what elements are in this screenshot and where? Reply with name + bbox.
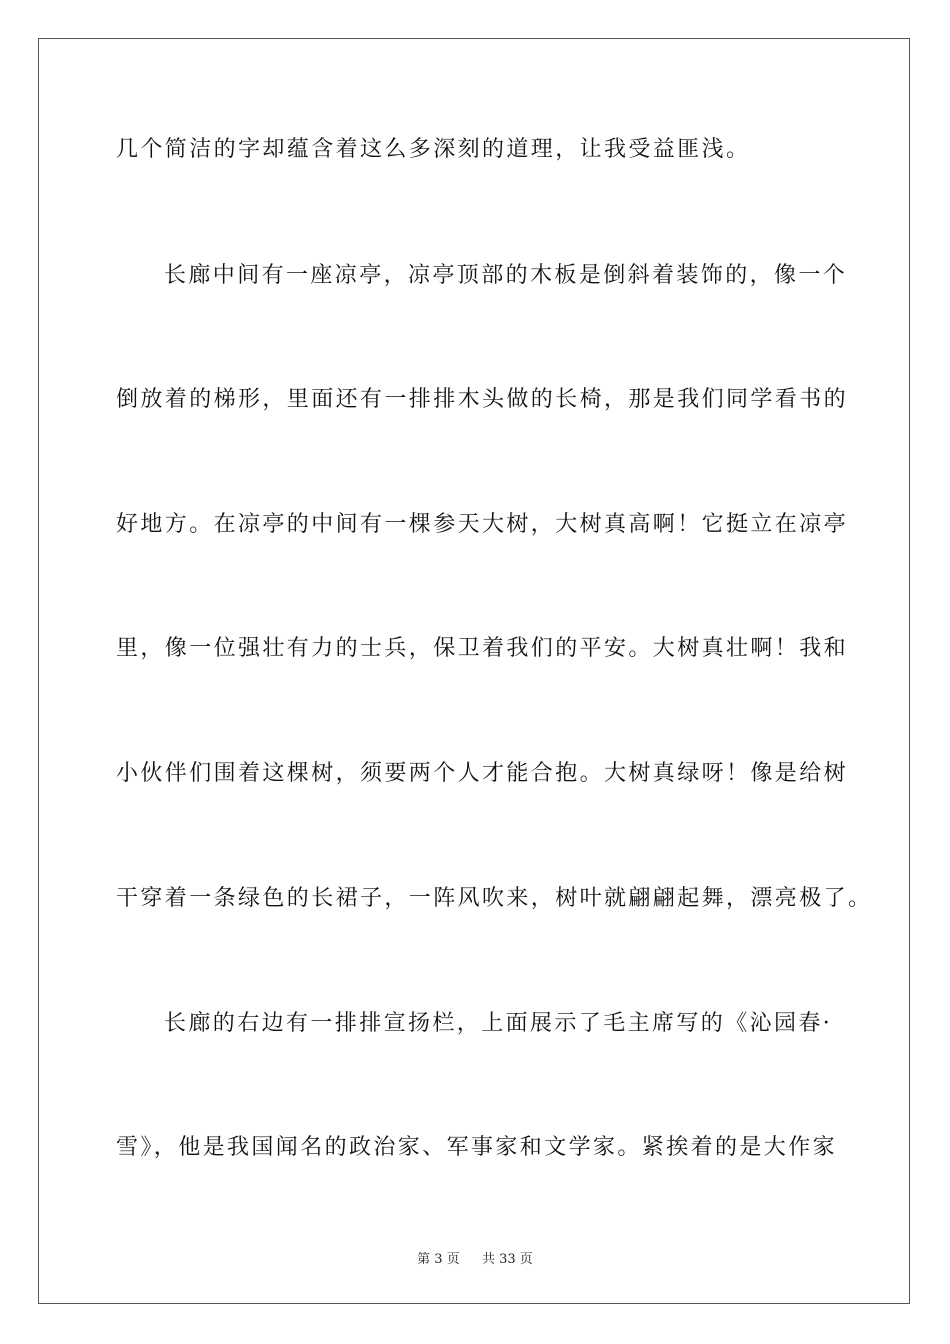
text-line-8: 长廊的右边有一排排宣扬栏，上面展示了毛主席写的《沁园春·: [164, 1011, 833, 1036]
page-border: [38, 38, 910, 1304]
text-line-5: 里，像一位强壮有力的士兵，保卫着我们的平安。大树真壮啊！我和: [116, 636, 849, 661]
text-line-9: 雪》，他是我国闻名的政治家、军事家和文学家。紧挨着的是大作家: [116, 1135, 838, 1160]
page-footer: [0, 1248, 950, 1267]
page-total: 共 33 页: [482, 1252, 533, 1267]
page-number: 第 3 页: [417, 1252, 460, 1267]
text-line-1: 几个简洁的字却蕴含着这么多深刻的道理，让我受益匪浅。: [116, 137, 751, 162]
text-line-6: 小伙伴们围着这棵树，须要两个人才能合抱。大树真绿呀！像是给树: [116, 761, 849, 786]
text-line-3: 倒放着的梯形，里面还有一排排木头做的长椅，那是我们同学看书的: [116, 387, 849, 412]
text-line-4: 好地方。在凉亭的中间有一棵参天大树，大树真高啊！它挺立在凉亭: [116, 512, 849, 537]
text-line-2: 长廊中间有一座凉亭，凉亭顶部的木板是倒斜着装饰的，像一个: [164, 263, 848, 288]
text-line-7: 干穿着一条绿色的长裙子，一阵风吹来，树叶就翩翩起舞，漂亮极了。: [116, 886, 873, 911]
